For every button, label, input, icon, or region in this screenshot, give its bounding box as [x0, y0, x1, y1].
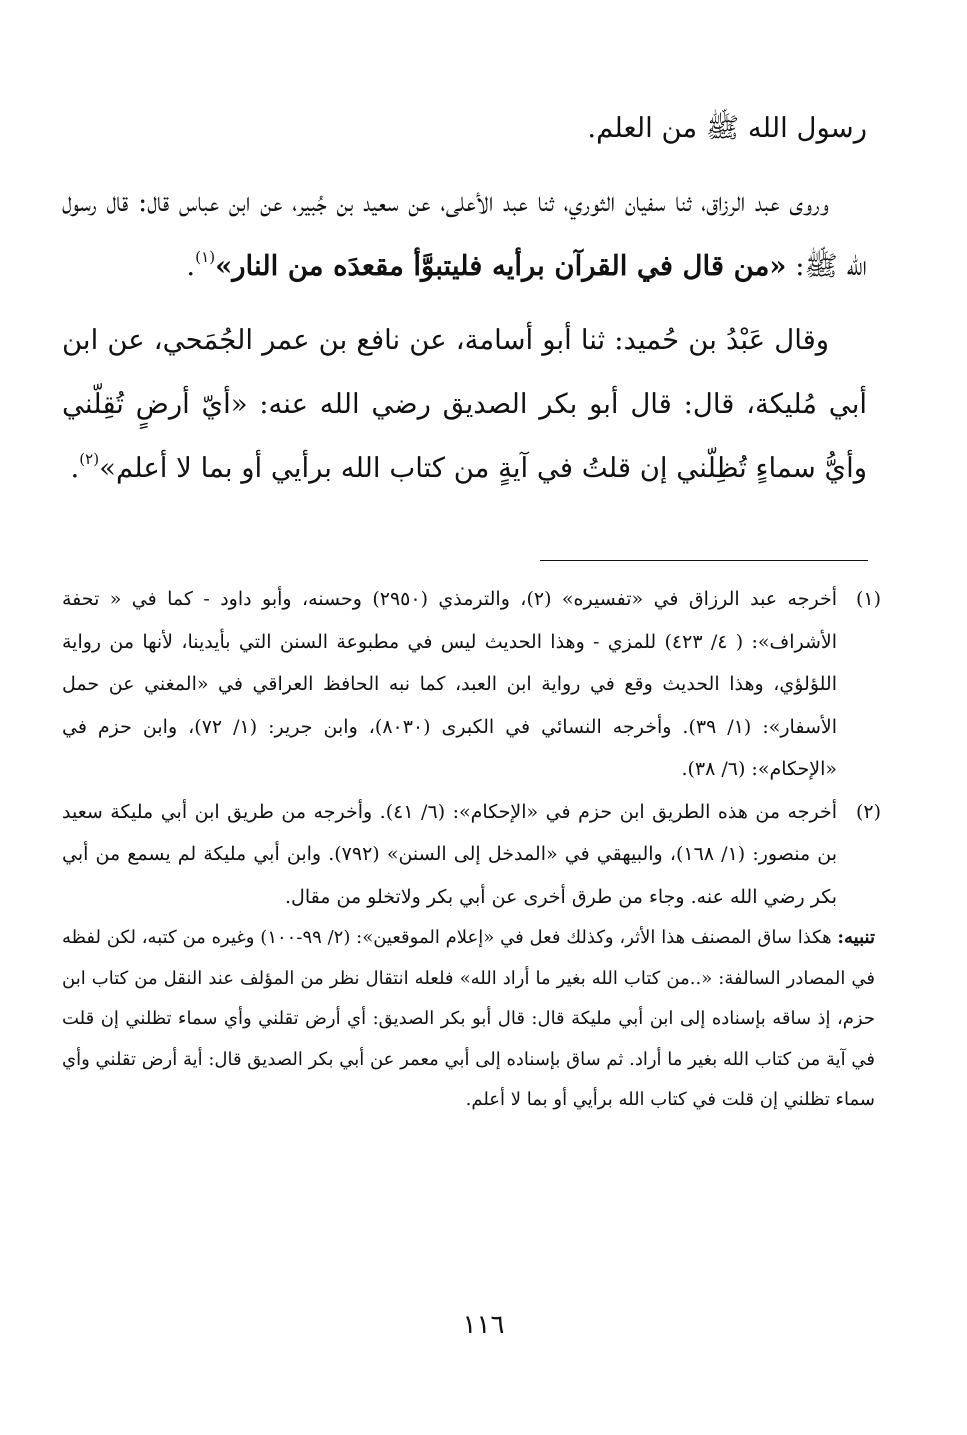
page-number: ١١٦ [462, 1310, 505, 1340]
tanbih-note [62, 918, 875, 1121]
paragraph-continuation [62, 96, 867, 160]
footnote-1-number: (١) [855, 588, 881, 610]
footnote-1-text: أخرجه عبد الرزاق في «تفسيره» (٢)، والترمذي (٢٩٥٠) وحسنه، وأبو داود - كما في « تحفة الأشراف»: ( ٤/ ٤٢٣) للمزي - وهذا الحديث ليس في مطبوعة السنن التي بأيدينا، لأنها من رواية اللؤلؤي، وهذا الحديث وقع في رواية ابن العبد، كما نبه الحافظ العراقي في «المغني عن حمل الأسفار»: (١/ ٣٩). وأخرجه النسائي في الكبرى (٨٠٣٠)، وابن جرير: (١/ ٧٢)، وابن حزم في «الإحكام»: (٦/ ٣٨). [62, 588, 837, 780]
paragraph-0-text: رسول الله ﷺ من العلم. [587, 112, 867, 144]
footnotes [62, 578, 881, 1121]
paragraph-abd-bin-humaid [62, 308, 867, 500]
footnote-ref-2: (٢) [79, 450, 100, 469]
footnote-2 [62, 791, 881, 919]
footnote-2-number: (٢) [855, 800, 881, 823]
paragraph-1-end: . [186, 250, 196, 282]
hadith-quote: «من قال في القرآن برأيه فليتبوَّأ مقعدَه من النار» [215, 250, 787, 282]
footnote-ref-1: (١) [195, 248, 216, 267]
footnote-separator [540, 560, 868, 561]
main-text [62, 96, 867, 500]
paragraph-abd-al-razzaq [62, 170, 867, 298]
paragraph-2-end: . [70, 452, 80, 484]
tanbih-label: تنبيه: [837, 927, 875, 948]
paragraph-1-text: وروى عبد الرزاق، ثنا سفيان الثوري، ثنا عبد الأعلى، عن سعيد بن جُبير، عن ابن عباس قال: قال رسول الله ﷺ: [62, 186, 867, 282]
tanbih-text: هكذا ساق المصنف هذا الأثر، وكذلك فعل في «إعلام الموقعين»: (٢/ ٩٩-١٠٠) وغيره من كتبه، لكن لفظه في المصادر السالفة: «..من كتاب الله بغير ما أراد الله» فلعله انتقال نظر من المؤلف عند النقل من كتاب ابن حزم، إذ ساقه بإسناده إلى ابن أبي مليكة قال: قال أبو بكر الصديق: أي أرض تقلني وأي سماء تظلني إن قلت في آية من كتاب الله بغير ما أراد. ثم ساق بإسناده إلى أبي معمر عن أبي بكر الصديق قال: أية أرض تقلني وأي سماء تظلني إن قلت في كتاب الله برأيي أو بما لا أعلم. [62, 927, 875, 1110]
paragraph-2-text: وقال عَبْدُ بن حُميد: ثنا أبو أسامة، عن نافع بن عمر الجُمَحي، عن ابن أبي مُليكة، قال: قال أبو بكر الصديق رضي الله عنه: «أيّ أرضٍ تُقِلّني وأيُّ سماءٍ تُظِلّني إن قلتُ في آيةٍ من كتاب الله برأيي أو بما لا أعلم» [62, 324, 867, 484]
footnote-1 [62, 578, 881, 791]
footnote-2-text: أخرجه من هذه الطريق ابن حزم في «الإحكام»: (٦/ ٤١). وأخرجه من طريق ابن أبي مليكة سعيد بن منصور: (١/ ١٦٨)، والبيهقي في «المدخل إلى السنن» (٧٩٢). وابن أبي مليكة لم يسمع من أبي بكر رضي الله عنه. وجاء من طرق أخرى عن أبي بكر ولاتخلو من مقال. [62, 800, 838, 908]
